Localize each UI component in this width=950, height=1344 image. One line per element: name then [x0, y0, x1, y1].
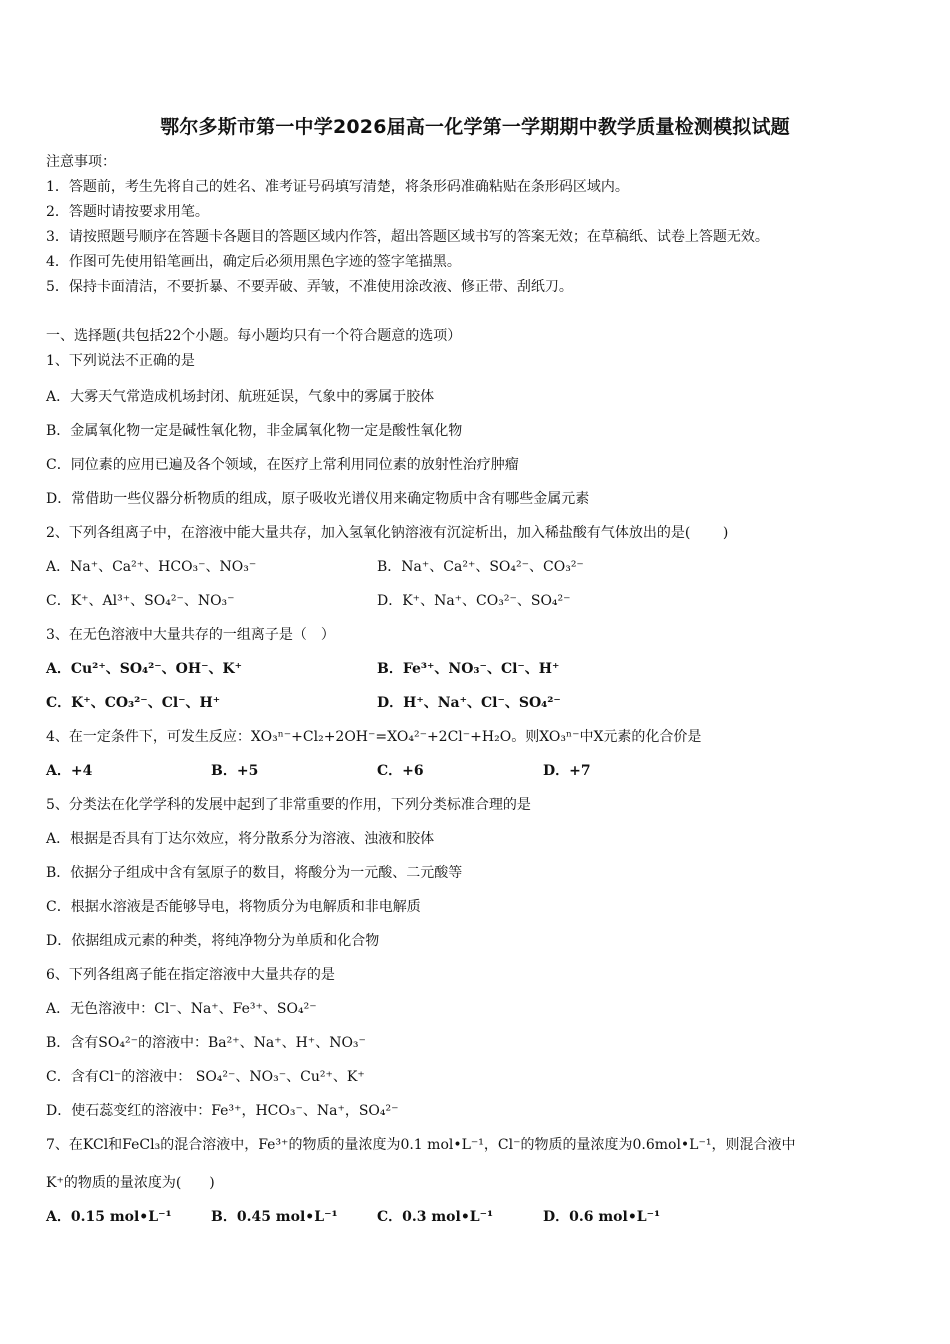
- q3-option-d: D．H⁺、Na⁺、Cl⁻、SO₄²⁻: [377, 695, 561, 711]
- q5-option-c: C．根据水溶液是否能够导电，将物质分为电解质和非电解质: [46, 899, 421, 915]
- notice-item-4: 4．作图可先使用铅笔画出，确定后必须用黑色字迹的签字笔描黑。: [46, 254, 461, 270]
- q5-option-b: B．依据分子组成中含有氢原子的数目，将酸分为一元酸、二元酸等: [46, 865, 463, 881]
- q3-option-b: B．Fe³⁺、NO₃⁻、Cl⁻、H⁺: [377, 661, 560, 677]
- notice-item-2: 2．答题时请按要求用笔。: [46, 204, 209, 220]
- q2-option-d: D．K⁺、Na⁺、CO₃²⁻、SO₄²⁻: [377, 593, 571, 609]
- exam-title: 鄂尔多斯市第一中学2026届高一化学第一学期期中教学质量检测模拟试题: [160, 116, 790, 138]
- notice-item-3: 3．请按照题号顺序在答题卡各题目的答题区域内作答，超出答题区域书写的答案无效；在草稿纸、试卷上答题无效。: [46, 229, 769, 245]
- q1-option-b: B．金属氧化物一定是碱性氧化物，非金属氧化物一定是酸性氧化物: [46, 423, 463, 439]
- q2-option-a: A．Na⁺、Ca²⁺、HCO₃⁻、NO₃⁻: [46, 559, 257, 575]
- q7-option-b: B．0.45 mol•L⁻¹: [211, 1209, 338, 1225]
- q3-stem: 3、在无色溶液中大量共存的一组离子是（ ）: [46, 627, 335, 643]
- q5-option-d: D．依据组成元素的种类，将纯净物分为单质和化合物: [46, 933, 380, 949]
- notice-item-1: 1．答题前，考生先将自己的姓名、准考证号码填写清楚，将条形码准确粘贴在条形码区域内。: [46, 179, 629, 195]
- q7-option-d: D．0.6 mol•L⁻¹: [543, 1209, 661, 1225]
- q6-stem: 6、下列各组离子能在指定溶液中大量共存的是: [46, 967, 335, 983]
- q1-stem: 1、下列说法不正确的是: [46, 353, 195, 369]
- notice-heading: 注意事项：: [46, 154, 116, 170]
- q2-stem: 2、下列各组离子中，在溶液中能大量共存，加入氢氧化钠溶液有沉淀析出，加入稀盐酸有气体放出的是( ): [46, 525, 729, 541]
- section-heading: 一、选择题(共包括22个小题。每小题均只有一个符合题意的选项）: [46, 328, 462, 344]
- q4-stem: 4、在一定条件下，可发生反应：XO₃ⁿ⁻+Cl₂+2OH⁻=XO₄²⁻+2Cl⁻+H₂O。则XO₃ⁿ⁻中X元素的化合价是: [46, 729, 702, 745]
- q3-option-c: C．K⁺、CO₃²⁻、Cl⁻、H⁺: [46, 695, 221, 711]
- q1-option-a: A．大雾天气常造成机场封闭、航班延误，气象中的雾属于胶体: [46, 389, 435, 405]
- q6-option-d: D．使石蕊变红的溶液中：Fe³⁺，HCO₃⁻、Na⁺，SO₄²⁻: [46, 1103, 399, 1119]
- q6-option-a: A．无色溶液中：Cl⁻、Na⁺、Fe³⁺、SO₄²⁻: [46, 1001, 317, 1017]
- q4-option-b: B．+5: [211, 763, 259, 779]
- q7-option-a: A．0.15 mol•L⁻¹: [46, 1209, 172, 1225]
- q6-option-b: B．含有SO₄²⁻的溶液中：Ba²⁺、Na⁺、H⁺、NO₃⁻: [46, 1035, 366, 1051]
- q1-option-d: D．常借助一些仪器分析物质的组成，原子吸收光谱仪用来确定物质中含有哪些金属元素: [46, 491, 590, 507]
- q2-option-c: C．K⁺、Al³⁺、SO₄²⁻、NO₃⁻: [46, 593, 235, 609]
- q3-option-a: A．Cu²⁺、SO₄²⁻、OH⁻、K⁺: [46, 661, 243, 677]
- q4-option-d: D．+7: [543, 763, 591, 779]
- notice-item-5: 5．保持卡面清洁，不要折暴、不要弄破、弄皱，不准使用涂改液、修正带、刮纸刀。: [46, 279, 573, 295]
- q5-stem: 5、分类法在化学学科的发展中起到了非常重要的作用，下列分类标准合理的是: [46, 797, 531, 813]
- q7-stem-line-2: K⁺的物质的量浓度为( ): [46, 1175, 215, 1191]
- q1-option-c: C．同位素的应用已遍及各个领域，在医疗上常利用同位素的放射性治疗肿瘤: [46, 457, 519, 473]
- q5-option-a: A．根据是否具有丁达尔效应，将分散系分为溶液、浊液和胶体: [46, 831, 435, 847]
- q4-option-c: C．+6: [377, 763, 424, 779]
- q7-stem-line-1: 7、在KCl和FeCl₃的混合溶液中，Fe³⁺的物质的量浓度为0.1 mol•L⁻¹，Cl⁻的物质的量浓度为0.6mol•L⁻¹，则混合液中: [46, 1137, 796, 1153]
- q2-option-b: B．Na⁺、Ca²⁺、SO₄²⁻、CO₃²⁻: [377, 559, 584, 575]
- q7-option-c: C．0.3 mol•L⁻¹: [377, 1209, 494, 1225]
- q6-option-c: C．含有Cl⁻的溶液中： SO₄²⁻、NO₃⁻、Cu²⁺、K⁺: [46, 1069, 365, 1085]
- q4-option-a: A．+4: [46, 763, 93, 779]
